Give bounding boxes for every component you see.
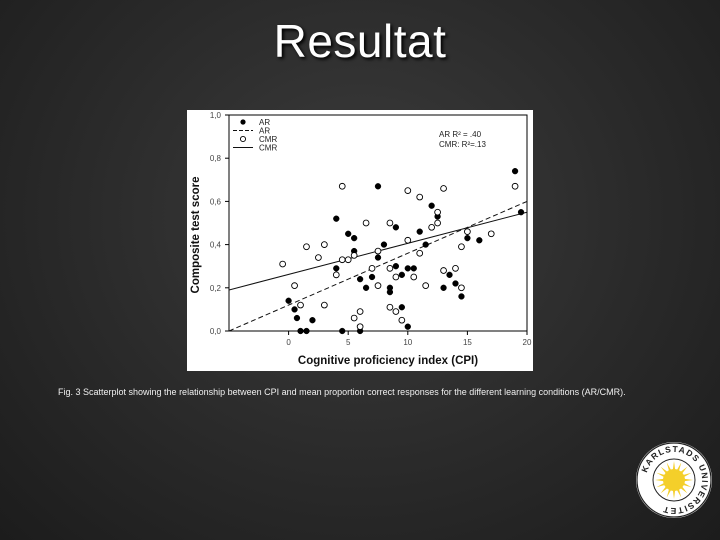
x-tick-label: 5 [345,338,351,347]
point-ar [294,315,300,321]
point-cmr [363,220,369,226]
point-ar [423,242,429,248]
point-ar [286,298,292,304]
y-axis-label: Composite test score [190,176,202,294]
point-cmr [351,315,357,321]
point-cmr [435,209,441,215]
point-ar [518,209,524,215]
point-ar [375,183,381,189]
point-ar [459,294,465,300]
point-ar [512,168,518,174]
figure-caption: Fig. 3 Scatterplot showing the relationship between CPI and mean proportion correct responses for the different learning conditions (AR/CMR). [58,387,626,397]
point-ar [465,235,471,241]
point-cmr [351,253,357,259]
point-ar [417,229,423,235]
r-squared-annotation: AR R² = .40 [439,130,482,139]
scatterplot-chart [187,110,533,371]
university-logo [634,440,714,520]
point-ar [345,231,351,237]
point-cmr [357,324,363,330]
y-tick-label: 0,2 [209,283,221,293]
x-axis-label: Cognitive proficiency index (CPI) [297,355,479,367]
legend-label: AR [259,126,271,136]
point-cmr [411,274,417,280]
point-ar [357,276,363,282]
point-ar [304,328,310,334]
point-cmr [488,231,494,237]
y-tick-label: 0,4 [209,240,221,250]
legend-marker-filled [240,119,245,124]
point-ar [387,289,393,295]
university-seal-icon [634,440,714,520]
point-ar [447,272,453,278]
point-cmr [459,244,465,250]
point-ar [411,265,417,271]
point-ar [381,242,387,248]
scatterplot-figure [187,110,533,371]
point-cmr [280,261,286,267]
point-cmr [339,183,345,189]
point-cmr [369,265,375,271]
point-cmr [345,257,351,263]
legend-marker-open [240,136,245,141]
point-cmr [465,229,471,235]
point-cmr [393,274,399,280]
point-cmr [339,257,345,263]
point-cmr [423,283,429,289]
point-ar [429,203,435,209]
point-cmr [387,265,393,271]
y-tick-label: 0,8 [209,154,221,164]
point-cmr [399,317,405,323]
fit-lines [229,201,527,331]
point-cmr [387,220,393,226]
point-ar [363,285,369,291]
point-cmr [405,188,411,194]
point-ar [339,328,345,334]
point-cmr [417,194,423,200]
legend-label: AR [259,118,271,127]
point-cmr [357,309,363,315]
point-cmr [375,283,381,289]
x-tick-label: 10 [403,338,413,347]
point-cmr [429,224,435,230]
point-ar [393,224,399,230]
point-cmr [512,183,518,189]
svg-text:KARLSTADS UNIVERSITET: KARLSTADS UNIVERSITET [639,443,711,517]
slide-title: Resultat [273,15,447,67]
r-squared-annotation: CMR: R²=.13 [439,140,486,149]
point-ar [399,304,405,310]
point-ar [351,235,357,241]
point-cmr [298,302,304,308]
point-ar [333,265,339,271]
point-cmr [441,186,447,192]
point-ar [375,255,381,261]
point-cmr [453,265,459,271]
point-cmr [321,302,327,308]
point-ar [292,307,298,313]
point-cmr [459,285,465,291]
point-cmr [375,248,381,254]
point-ar [310,317,316,323]
chart-legend [233,118,277,153]
point-cmr [435,220,441,226]
point-ar [453,281,459,287]
point-cmr [304,244,310,250]
point-cmr [333,272,339,278]
legend-label: CMR [259,135,278,144]
y-tick-label: 1,0 [209,111,221,120]
point-ar [441,285,447,291]
point-cmr [417,250,423,256]
point-ar [393,263,399,269]
point-cmr [393,309,399,315]
point-ar [405,265,411,271]
point-cmr [405,237,411,243]
point-ar [476,237,482,243]
y-tick-label: 0,6 [209,197,221,207]
chart-marks [280,168,524,334]
point-ar [405,324,411,330]
point-cmr [321,242,327,248]
x-tick-label: 15 [462,338,472,347]
point-cmr [387,304,393,310]
legend-label: CMR [259,143,278,153]
y-tick-label: 0,0 [209,327,221,336]
fit-line-ar [229,201,527,331]
point-ar [399,272,405,278]
point-cmr [292,283,298,289]
x-tick-label: 0 [286,338,291,347]
point-ar [369,274,375,280]
point-cmr [316,255,322,261]
point-ar [333,216,339,222]
point-cmr [441,268,447,274]
point-ar [298,328,304,334]
x-tick-label: 20 [522,338,532,347]
